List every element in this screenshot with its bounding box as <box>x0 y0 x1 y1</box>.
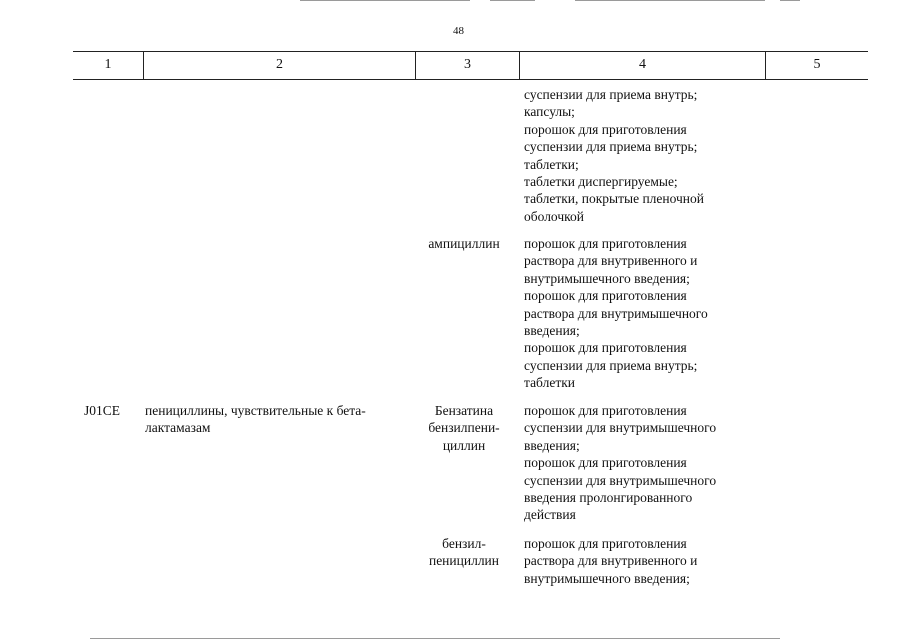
scan-artifact-line <box>300 0 470 1</box>
dosage-forms-cell <box>524 86 764 225</box>
substance-name: ампициллин <box>428 236 500 251</box>
substance-cell <box>418 535 510 570</box>
dosage-form-line: порошок для приготовления <box>524 536 687 551</box>
scan-artifact-line <box>90 638 780 639</box>
substance-name: пенициллин <box>428 553 500 569</box>
dosage-form-line: раствора для внутривенного и <box>524 553 698 569</box>
dosage-form-line: введения; <box>524 323 580 339</box>
dosage-form-line: суспензии для внутримышечного <box>524 472 717 488</box>
dosage-form-line: действия <box>524 507 576 523</box>
dosage-forms-cell <box>524 402 764 524</box>
dosage-form-line: порошок для приготовления <box>524 340 687 356</box>
dosage-form-line: раствора для внутривенного и <box>524 253 698 269</box>
header-bottom-border <box>73 79 868 80</box>
substance-name: бензилпени- <box>428 420 500 436</box>
page-number: 48 <box>453 25 464 37</box>
dosage-form-line: суспензии для приема внутрь; <box>524 87 698 102</box>
dosage-form-line: порошок для приготовления <box>524 288 687 304</box>
header-col-1: 1 <box>104 57 112 72</box>
dosage-form-line: введения; <box>524 437 580 453</box>
dosage-form-line: порошок для приготовления <box>524 403 687 418</box>
header-top-border <box>73 51 868 52</box>
dosage-form-line: внутримышечного введения; <box>524 270 690 286</box>
dosage-forms-cell <box>524 535 764 587</box>
dosage-form-line: таблетки <box>524 375 576 391</box>
dosage-form-line: таблетки диспергируемые; <box>524 174 678 190</box>
scan-artifact-line <box>575 0 765 1</box>
substance-cell <box>418 402 510 454</box>
dosage-form-line: суспензии для внутримышечного <box>524 420 717 436</box>
header-col-2: 2 <box>276 57 283 72</box>
group-name-line: лактамазам <box>145 420 211 436</box>
dosage-form-line: порошок для приготовления <box>524 121 687 137</box>
scan-artifact-line <box>780 0 800 1</box>
dosage-form-line: суспензии для приема внутрь; <box>524 357 698 373</box>
substance-name: бензил- <box>442 536 486 551</box>
header-col-5: 5 <box>813 57 821 72</box>
dosage-forms-cell <box>524 235 764 392</box>
dosage-form-line: порошок для приготовления <box>524 455 687 471</box>
dosage-form-line: капсулы; <box>524 104 575 120</box>
atc-code-cell: J01CE <box>84 403 121 418</box>
header-col-3: 3 <box>464 57 471 72</box>
dosage-form-line: внутримышечного введения; <box>524 570 690 586</box>
dosage-form-line: суспензии для приема внутрь; <box>524 139 698 155</box>
group-name-cell <box>145 402 407 437</box>
dosage-form-line: таблетки, покрытые пленочной <box>524 191 705 207</box>
dosage-form-line: введения пролонгированного <box>524 490 693 506</box>
dosage-form-line: раствора для внутримышечного <box>524 305 708 321</box>
substance-name: Бензатина <box>434 403 494 418</box>
dosage-form-line: таблетки; <box>524 156 579 172</box>
substance-cell <box>418 235 510 252</box>
group-name-line: пенициллины, чувствительные к бета- <box>145 403 366 418</box>
header-col-4: 4 <box>639 57 646 72</box>
dosage-form-line: порошок для приготовления <box>524 236 687 251</box>
scan-artifact-line <box>490 0 535 1</box>
dosage-form-line: оболочкой <box>524 208 584 224</box>
substance-name: циллин <box>442 437 486 453</box>
